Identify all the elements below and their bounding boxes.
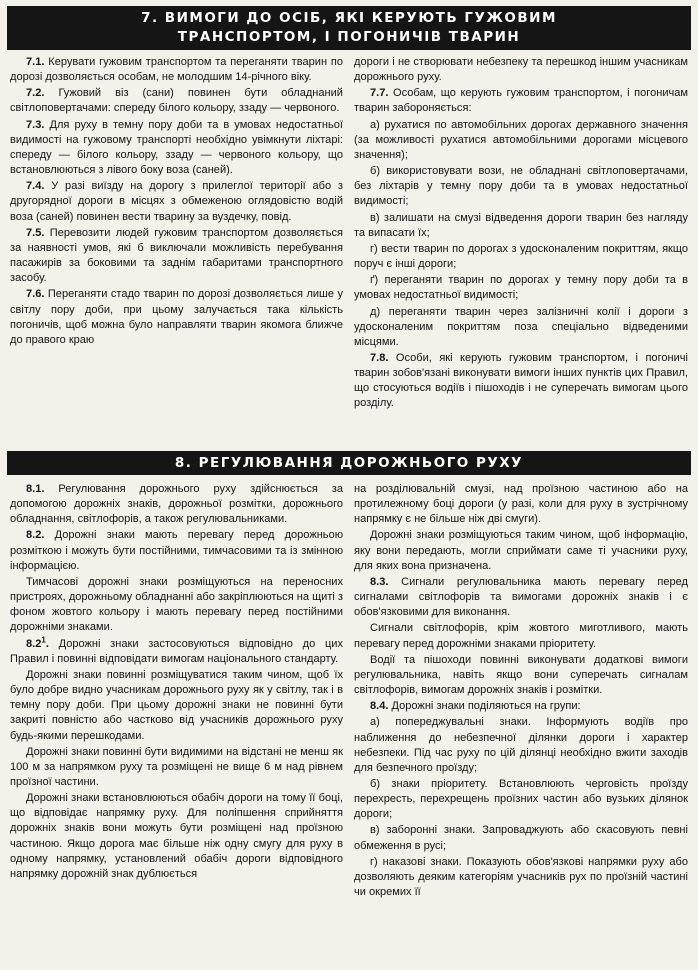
paragraph-number-superscript: 1 (41, 634, 46, 644)
paragraph-8-2-temporary-signs: Тимчасові дорожні знаки розміщуються на переносних пристроях, дорожньому обладнанні або закріплюються на щиті з фоном жовтого кольору і мають перевагу перед постійними дорожніми знаками. (10, 575, 343, 634)
paragraph-7-1 (10, 55, 343, 85)
section-7-title-line-2: ТРАНСПОРТОМ, І ПОГОНИЧІВ ТВАРИН (177, 29, 521, 45)
paragraph-8-2-1-placement: Дорожні знаки встановлюються обабіч дороги на тому її боці, що відповідає напрямку руху. Для поліпшення сприйняття дорожніх знаків вони можуть бути розміщені над проїзною частиною. Якщо дорога має більше ніж одну смугу для руху в одному напрямку, установлений обабіч дороги відповідного напрямку дорожній знак дублюється (10, 792, 343, 880)
paragraph-8-2-1-information: Дорожні знаки розміщуються таким чином, щоб інформацію, яку вони передають, могли сприймати саме ті учасники руху, для яких вона призначена. (354, 529, 688, 572)
paragraph-8-2-1-continuation: на розділювальній смузі, над проїзною частиною або на протилежному боці дороги (у разі, коли для руху в зустрічному напрямку є не більше ніж дві смуги). (354, 483, 688, 526)
paragraph-number: 7.8. (370, 351, 389, 364)
paragraph-8-2 (10, 528, 343, 573)
section-7-right-column (354, 55, 688, 413)
paragraph-7-8 (354, 351, 688, 412)
paragraph-8-1 (10, 482, 343, 527)
paragraph-7-2 (10, 86, 343, 116)
paragraph-number-dot: . (45, 637, 49, 650)
paragraph-8-3-traffic-lights: Сигнали світлофорів, крім жовтого миготливого, мають перевагу перед дорожніми знаками пріоритету. (354, 622, 688, 650)
list-item: в) залишати на смузі відведення дороги тварин без нагляду та випасати їх; (354, 211, 688, 239)
paragraph-number: 8.3. (370, 575, 389, 588)
paragraph-7-4 (10, 179, 343, 224)
paragraph-7-6-continuation: дороги і не створювати небезпеку та перешкод іншим учасникам дорожнього руху. (354, 56, 688, 84)
paragraph-text: Сигнали регулювальника мають перевагу перед сигналами світлофорів та вимогами дорожніх знаків і є обов'язковими для виконання. (354, 575, 688, 619)
paragraph-8-2-1-visibility: Дорожні знаки повинні розміщуватися таким чином, щоб їх було добре видно учасникам дорожнього руху як у світлу, так і в темну пору доби. При цьому дорожні знаки не повинні бути закриті повністю або частково від учасників дорожнього руху будь-якими перешкодами. (10, 668, 343, 742)
paragraph-text: Перевозити людей гужовим транспортом дозволяється за наявності умов, які б виключали можливість перебування пасажирів за боковими та заднім габаритами транспортного засобу. (10, 226, 343, 285)
list-item: г) вести тварин по дорогах з удосконаленим покриттям, якщо поруч є інші дороги; (354, 242, 688, 271)
paragraph-8-2-1 (10, 634, 343, 667)
paragraph-text: У разі виїзду на дорогу з прилеглої території або з другорядної дороги в місцях з обмеженою оглядовістю водій воза (саней) повинен вести тварину за вуздечку, повід. (10, 180, 343, 223)
paragraph-number: 7.7. (370, 87, 389, 100)
paragraph-7-7 (354, 86, 688, 116)
paragraph-7-5 (10, 226, 343, 287)
paragraph-text: Дорожні знаки поділяються на групи: (391, 700, 581, 713)
paragraph-text: Гужовий віз (сани) повинен бути обладнаний світлоповертачами: спереду білого кольору, ззаду — червоного. (10, 87, 343, 115)
paragraph-number (26, 634, 49, 650)
paragraph-number: 7.6. (26, 288, 45, 301)
paragraph-7-6 (10, 287, 343, 348)
list-item: д) переганяти тварин через залізничні колії і дороги з удосконаленим покриттям поза спеціально відведеними місцями. (354, 305, 688, 348)
section-8-left-column (10, 482, 343, 883)
paragraph-number: 7.3. (26, 118, 45, 131)
paragraph-8-3 (354, 575, 688, 620)
list-item: в) заборонні знаки. Запроваджують або скасовують певні обмеження в русі; (354, 824, 688, 852)
paragraph-number: 7.1. (26, 56, 45, 68)
paragraph-7-3 (10, 118, 343, 179)
paragraph-text: Регулювання дорожнього руху здійснюється за допомогою дорожніх знаків, дорожньої розмітки, дорожнього обладнання, світлофорів, а також регулювальниками. (10, 483, 344, 526)
paragraph-text: Особи, які керують гужовим транспортом, і погоничі тварин зобов'язані виконувати вимоги інших пунктів цих Правил, що стосуються водіїв і пішоходів і не суперечать вимогам цього розділу. (354, 351, 688, 410)
paragraph-text: Дорожні знаки мають перевагу перед дорожньою розміткою і можуть бути постійними, тимчасовими та із змінною інформацією. (10, 529, 343, 572)
list-item: б) використовувати вози, не обладнані світлоповертачами, без ліхтарів у темну пору доби та в умовах недостатньої видимості; (354, 165, 688, 208)
paragraph-text: Особам, що керують гужовим транспортом, і погоничам тварин забороняється: (354, 87, 688, 115)
paragraph-8-3-additional: Водії та пішоходи повинні виконувати додаткові вимоги регулювальника, навіть якщо вони суперечать сигналам світлофорів, вимогам дорожніх знаків і розмітки. (354, 653, 688, 697)
list-item: ґ) переганяти тварин по дорогах у темну пору доби та в умовах недостатньої видимості; (354, 274, 688, 302)
paragraph-text: Переганяти стадо тварин по дорозі дозволяється лише у світлу пору доби, при цьому залучається така кількість погоничів, щоб можна було направляти тварин якомога ближче до правого краю (10, 288, 343, 346)
list-item: г) наказові знаки. Показують обов'язкові напрямки руху або дозволяють деяким категоріям учасників рух по проїзній частині чи окремих її (354, 855, 688, 899)
paragraph-number: 7.2. (26, 87, 45, 100)
paragraph-8-4 (354, 699, 688, 714)
paragraph-number: 8.4. (370, 700, 389, 713)
paragraph-number: 7.4. (26, 180, 45, 193)
section-7-left-column (10, 55, 343, 349)
paragraph-number: 7.5. (26, 226, 45, 239)
paragraph-text: Дорожні знаки застосовуються відповідно до цих Правил і повинні відповідати вимогам національного стандарту. (10, 637, 343, 665)
sign-groups-list (354, 715, 688, 900)
paragraph-text: Керувати гужовим транспортом та переганяти тварин по дорозі дозволяється особам, не молодшим 14-річного віку. (10, 56, 344, 84)
paragraph-number: 8.2. (26, 529, 45, 542)
section-7-title (7, 6, 691, 50)
section-7-title-line-1: 7. ВИМОГИ ДО ОСІБ, ЯКІ КЕРУЮТЬ ГУЖОВИМ (141, 10, 557, 26)
section-8-title: 8. РЕГУЛЮВАННЯ ДОРОЖНЬОГО РУХУ (7, 451, 691, 475)
paragraph-number: 8.1. (26, 483, 45, 495)
paragraph-number-base: 8.2 (26, 637, 42, 650)
prohibitions-list (354, 118, 688, 350)
list-item: б) знаки пріоритету. Встановлюють черговість проїзду перехресть, перехрещень проїзних частин або вузьких ділянок дороги; (354, 777, 688, 821)
paragraph-8-2-1-distance: Дорожні знаки повинні бути видимими на відстані не менш як 100 м за напрямком руху та розміщені не вище 6 м над рівнем проїзної частини. (10, 745, 343, 788)
list-item: а) рухатися по автомобільних дорогах державного значення (за можливості рухатися автомобільними дорогами місцевого значення); (354, 118, 688, 161)
paragraph-text: Для руху в темну пору доби та в умовах недостатньої видимості на гужовому транспорті необхідно увімкнути ліхтарі: спереду — білого кольору, ззаду — червоного кольору, що встановлюються з лівого боку воза (саней). (10, 118, 343, 177)
list-item: а) попереджувальні знаки. Інформують водіїв про наближення до небезпечної ділянки дороги і характер небезпеки. Під час руху по цій ділянці необхідно вжити заходів для безпечного проїзду; (354, 716, 688, 774)
section-8-right-column (354, 482, 688, 901)
